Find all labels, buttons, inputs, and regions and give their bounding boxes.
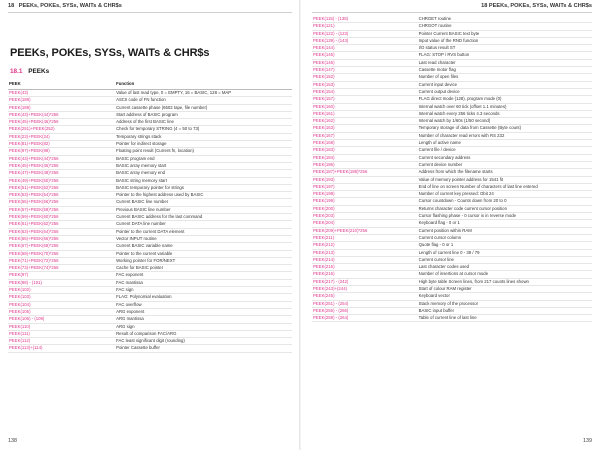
peek-address-cell: PEEK(146) xyxy=(312,59,418,66)
function-description-cell: Returns character code current cursor position xyxy=(418,205,592,212)
peek-address-cell: PEEK(55)+PEEK(56)*256 xyxy=(8,199,115,206)
table-row xyxy=(312,205,592,212)
table-row xyxy=(8,155,292,162)
table-row xyxy=(8,148,292,155)
table-row xyxy=(8,111,292,118)
function-description-cell: Temporary storage of data from Cassette (Byte count) xyxy=(418,125,592,132)
function-description-cell: Address from which the filename starts xyxy=(418,169,592,176)
function-description-cell: ASCII code of FN function xyxy=(115,97,292,104)
table-row xyxy=(312,74,592,81)
function-description-cell: Current input device xyxy=(418,81,592,88)
running-head-title: PEEKs, POKEs, SYSs, WAITs & CHR$s xyxy=(18,3,122,9)
function-description-cell: Current device number xyxy=(418,161,592,168)
running-head-title: PEEKs, POKEs, SYSs, WAITs & CHR$s xyxy=(488,3,592,9)
table-row xyxy=(8,126,292,133)
table-row xyxy=(8,199,292,206)
function-description-cell: Current DATA line number xyxy=(115,221,292,228)
function-description-cell: Internal watch over 60 tick (offset 1.1 minutes) xyxy=(418,103,592,110)
peek-address-cell: PEEK(113)+(114) xyxy=(8,345,115,352)
page-number: 139 xyxy=(583,438,592,444)
peek-address-cell: PEEK(187)+PEEK(188)*256 xyxy=(312,169,418,176)
table-row xyxy=(312,191,592,198)
peek-address-cell: PEEK(251)+PEEK(252) xyxy=(8,126,115,133)
peek-address-cell: PEEK(51)+PEEK(52)*256 xyxy=(8,184,115,191)
function-description-cell: Number of current key pressed: Obit 24 xyxy=(418,191,592,198)
peek-address-cell: PEEK(121) xyxy=(312,23,418,30)
peek-address-cell: PEEK(211) xyxy=(312,234,418,241)
function-description-cell: Current BASIC variable name xyxy=(115,243,292,250)
function-description-cell: BASIC program end xyxy=(115,155,292,162)
peek-address-cell: PEEK(154) xyxy=(312,88,418,95)
table-row xyxy=(312,315,592,322)
peek-address-cell: PEEK(203) xyxy=(312,213,418,220)
table-row xyxy=(312,234,592,241)
table-row xyxy=(8,177,292,184)
function-description-cell: Pointer to the current variable xyxy=(115,250,292,257)
function-description-cell: Current cursor line xyxy=(418,256,592,263)
peek-address-cell: PEEK(215) xyxy=(312,264,418,271)
peek-table-left xyxy=(8,80,292,353)
peek-address-cell: PEEK(43)+PEEK(44)*256 xyxy=(8,155,115,162)
peek-address-cell: PEEK(189) xyxy=(8,104,115,111)
peek-address-cell: PEEK(47)+PEEK(48)*256 xyxy=(8,170,115,177)
peek-address-cell: PEEK(251) - (254) xyxy=(312,300,418,307)
table-row xyxy=(312,176,592,183)
peek-address-cell: PEEK(213) xyxy=(312,249,418,256)
table-row xyxy=(312,264,592,271)
peek-address-cell: PEEK(259) - (264) xyxy=(312,315,418,322)
table-row xyxy=(8,133,292,140)
function-description-cell: Previous BASIC line number xyxy=(115,206,292,213)
function-description-cell: FAC exponent xyxy=(115,272,292,279)
peek-address-cell: PEEK(163) xyxy=(312,125,418,132)
peek-address-cell: PEEK(110) xyxy=(8,323,115,330)
running-head-number: 18 xyxy=(481,3,488,9)
peek-address-cell: PEEK(104) xyxy=(8,301,115,308)
peek-address-cell: PEEK(23)+PEEK(24) xyxy=(8,133,115,140)
table-header-row xyxy=(8,80,292,90)
function-description-cell: Current BASIC line number xyxy=(115,199,292,206)
peek-address-cell: PEEK(63)+PEEK(64)*256 xyxy=(8,228,115,235)
table-row xyxy=(312,249,592,256)
function-description-cell: Number of insertions at cursor mode xyxy=(418,271,592,278)
peek-address-cell: PEEK(216) xyxy=(312,271,418,278)
function-description-cell: FAC sign xyxy=(115,287,292,294)
column-header-peek: PEEK xyxy=(8,80,115,90)
peek-address-cell: PEEK(106) - (109) xyxy=(8,316,115,323)
table-row xyxy=(8,265,292,272)
table-row xyxy=(8,301,292,308)
table-row xyxy=(8,345,292,352)
table-row xyxy=(8,294,292,301)
peek-address-cell: PEEK(168) xyxy=(312,140,418,147)
peek-address-cell: PEEK(43) xyxy=(8,90,115,97)
table-row xyxy=(312,118,592,125)
table-row xyxy=(8,119,292,126)
function-description-cell: Pointer to the current DATA element xyxy=(115,228,292,235)
table-row xyxy=(8,279,292,286)
peek-address-cell: PEEK(197) xyxy=(312,183,418,190)
table-row xyxy=(8,323,292,330)
function-description-cell: Start of colour RAM register xyxy=(418,285,592,292)
table-row xyxy=(312,132,592,139)
peek-address-cell: PEEK(200) xyxy=(312,205,418,212)
table-row xyxy=(312,271,592,278)
function-description-cell: Working pointer for FOR/NEXT xyxy=(115,257,292,264)
peek-address-cell: PEEK(188) xyxy=(8,97,115,104)
peek-address-cell: PEEK(122) - (123) xyxy=(312,30,418,37)
function-description-cell: Cursor flashing phase - 0 cursor is in reverse mode xyxy=(418,213,592,220)
table-row xyxy=(8,316,292,323)
function-description-cell: Current file / device xyxy=(418,147,592,154)
table-row xyxy=(8,141,292,148)
table-row xyxy=(8,214,292,221)
function-description-cell: Internal watch every 256 ticks 4.3 seconds xyxy=(418,110,592,117)
function-description-cell: Internal watch by 1/60s (1/50 second) xyxy=(418,118,592,125)
peek-address-cell: PEEK(111) xyxy=(8,330,115,337)
table-row xyxy=(8,221,292,228)
peek-address-cell: PEEK(204) xyxy=(312,220,418,227)
table-row xyxy=(8,184,292,191)
function-description-cell: Stack memory of the processor xyxy=(418,300,592,307)
table-row xyxy=(8,330,292,337)
peek-address-cell: PEEK(214) xyxy=(312,256,418,263)
peek-address-cell: PEEK(184) xyxy=(312,154,418,161)
table-row xyxy=(312,300,592,307)
function-description-cell: Pointer for indirect storage xyxy=(115,141,292,148)
table-row xyxy=(312,81,592,88)
table-row xyxy=(312,88,592,95)
function-description-cell: Pointer to the highest address used by BASIC xyxy=(115,192,292,199)
table-row xyxy=(312,278,592,285)
peek-address-cell: PEEK(161) xyxy=(312,110,418,117)
table-row xyxy=(8,243,292,250)
function-description-cell: Temporary strings stack xyxy=(115,133,292,140)
peek-address-cell: PEEK(115) - (138) xyxy=(312,16,418,23)
peek-address-cell: PEEK(162) xyxy=(312,118,418,125)
peek-address-cell: PEEK(45)+PEEK(46)*256 xyxy=(8,119,115,126)
table-row xyxy=(8,97,292,104)
peek-address-cell: PEEK(199) xyxy=(312,198,418,205)
function-description-cell: BASIC input buffer xyxy=(418,307,592,314)
peek-address-cell: PEEK(73)+PEEK(74)*256 xyxy=(8,265,115,272)
function-description-cell: Pointer Cassette buffer xyxy=(115,345,292,352)
peek-address-cell: PEEK(45)+PEEK(46)*256 xyxy=(8,162,115,169)
function-description-cell: High byte table Screen lines, from 217 counts lines shown xyxy=(418,278,592,285)
peek-address-cell: PEEK(97)+PEEK(98) xyxy=(8,148,115,155)
table-row xyxy=(312,307,592,314)
function-description-cell: Vector INPUT routine xyxy=(115,235,292,242)
table-row xyxy=(8,287,292,294)
table-row xyxy=(312,52,592,59)
table-row xyxy=(312,198,592,205)
peek-address-cell: PEEK(212) xyxy=(312,242,418,249)
peek-address-cell: PEEK(103) xyxy=(8,294,115,301)
peek-address-cell: PEEK(69)+PEEK(70)*256 xyxy=(8,250,115,257)
running-head-right xyxy=(312,0,592,13)
table-row xyxy=(8,338,292,345)
function-description-cell: FLAG: Polynomial evaluation xyxy=(115,294,292,301)
function-description-cell: Start address of BASIC program xyxy=(115,111,292,118)
function-description-cell: FAC overflow xyxy=(115,301,292,308)
peek-address-cell: PEEK(167) xyxy=(312,132,418,139)
function-description-cell: ARG sign xyxy=(115,323,292,330)
function-description-cell: Pointer Current BASIC text byte xyxy=(418,30,592,37)
peek-address-cell: PEEK(53)+PEEK(54)*256 xyxy=(8,192,115,199)
peek-address-cell: PEEK(102) xyxy=(8,287,115,294)
function-description-cell: Value of memory pointer address for 1541 fit xyxy=(418,176,592,183)
function-description-cell: Input value of the RND function xyxy=(418,37,592,44)
peek-address-cell: PEEK(49)+PEEK(50)*256 xyxy=(8,177,115,184)
peek-address-cell: PEEK(147) xyxy=(312,67,418,74)
function-description-cell: Number of character read errors with RS 232 xyxy=(418,132,592,139)
peek-address-cell: PEEK(157) xyxy=(312,96,418,103)
peek-address-cell: PEEK(217) - (242) xyxy=(312,278,418,285)
right-page xyxy=(300,0,600,450)
section-title: PEEKs xyxy=(28,68,50,75)
function-description-cell: Keyboard flag - 0 or 1 xyxy=(418,220,592,227)
table-row xyxy=(312,147,592,154)
table-row xyxy=(8,90,292,97)
table-row xyxy=(312,169,592,176)
peek-address-cell: PEEK(186) xyxy=(312,161,418,168)
peek-address-cell: PEEK(65)+PEEK(66)*256 xyxy=(8,235,115,242)
peek-address-cell: PEEK(43)+PEEK(44)*256 xyxy=(8,111,115,118)
table-row xyxy=(312,227,592,234)
section-heading xyxy=(10,66,292,78)
table-row xyxy=(312,103,592,110)
table-row xyxy=(312,30,592,37)
function-description-cell: Current secondary address xyxy=(418,154,592,161)
function-description-cell: CHRGET routine xyxy=(418,16,592,23)
function-description-cell: Result of comparison FAC/ARG xyxy=(115,330,292,337)
table-row xyxy=(312,285,592,292)
function-description-cell: Floating point result (Current fn, location) xyxy=(115,148,292,155)
table-row xyxy=(312,220,592,227)
table-row xyxy=(312,23,592,30)
table-row xyxy=(8,272,292,279)
table-row xyxy=(312,242,592,249)
function-description-cell: Length of current line 0 - 39 / 79 xyxy=(418,249,592,256)
function-description-cell: ARG mantissa xyxy=(115,316,292,323)
running-head-number: 18 xyxy=(8,3,15,9)
function-description-cell: Current output device xyxy=(418,88,592,95)
table-row xyxy=(8,104,292,111)
function-description-cell: FLAG direct mode (128), program mode (0) xyxy=(418,96,592,103)
table-row xyxy=(312,256,592,263)
peek-table-right xyxy=(312,16,592,322)
function-description-cell: BASIC array memory start xyxy=(115,162,292,169)
peek-address-cell: PEEK(152) xyxy=(312,74,418,81)
function-description-cell: Current cassette phase (6502 tape, file number) xyxy=(115,104,292,111)
table-row xyxy=(8,235,292,242)
function-description-cell: BASIC temporary pointer for strings xyxy=(115,184,292,191)
table-row xyxy=(8,257,292,264)
function-description-cell: End of line on screen Number of characters of last line entered xyxy=(418,183,592,190)
table-row xyxy=(312,213,592,220)
table-row xyxy=(312,161,592,168)
function-description-cell: Last read character xyxy=(418,59,592,66)
peek-address-cell: PEEK(81)+PEEK(82) xyxy=(8,141,115,148)
function-description-cell: FAC mantissa xyxy=(115,279,292,286)
peek-address-cell: PEEK(198) xyxy=(312,191,418,198)
function-description-cell: Address of the first BASIC line xyxy=(115,119,292,126)
function-description-cell: Current BASIC address for the last command xyxy=(115,214,292,221)
section-number: 18.1 xyxy=(10,68,23,75)
peek-address-cell: PEEK(243)+(244) xyxy=(312,285,418,292)
function-description-cell: Check for temporary STRING (4 = 50 to 73) xyxy=(115,126,292,133)
peek-address-cell: PEEK(59)+PEEK(60)*256 xyxy=(8,214,115,221)
peek-address-cell: PEEK(153) xyxy=(312,81,418,88)
peek-address-cell: PEEK(105) xyxy=(8,308,115,315)
table-row xyxy=(8,192,292,199)
peek-address-cell: PEEK(112) xyxy=(8,338,115,345)
function-description-cell: I/O status result ST xyxy=(418,45,592,52)
table-row xyxy=(312,140,592,147)
table-row xyxy=(8,162,292,169)
function-description-cell: FAC least significant digit (rounding) xyxy=(115,338,292,345)
peek-address-cell: PEEK(98) - (101) xyxy=(8,279,115,286)
peek-address-cell: PEEK(245) xyxy=(312,293,418,300)
table-row xyxy=(8,228,292,235)
table-row xyxy=(312,125,592,132)
peek-address-cell: PEEK(57)+PEEK(58)*256 xyxy=(8,206,115,213)
table-row xyxy=(312,183,592,190)
function-description-cell: Cache for BASIC pointer xyxy=(115,265,292,272)
function-description-cell: Value of last read type, 0 = EMPTY, 16 = BASIC, 128 = MAP xyxy=(115,90,292,97)
table-row xyxy=(312,59,592,66)
peek-address-cell: PEEK(61)+PEEK(62)*256 xyxy=(8,221,115,228)
table-row xyxy=(312,110,592,117)
function-description-cell: CHRGOT routine xyxy=(418,23,592,30)
column-header-function: Function xyxy=(115,80,292,90)
function-description-cell: Current position within RAM xyxy=(418,227,592,234)
table-row xyxy=(312,37,592,44)
function-description-cell: BASIC array memory end xyxy=(115,170,292,177)
peek-address-cell: PEEK(145) xyxy=(312,52,418,59)
peek-address-cell: PEEK(67)+PEEK(68)*256 xyxy=(8,243,115,250)
table-row xyxy=(312,293,592,300)
table-row xyxy=(8,250,292,257)
function-description-cell: Current cursor column xyxy=(418,234,592,241)
function-description-cell: Length of active name xyxy=(418,140,592,147)
peek-address-cell: PEEK(183) xyxy=(312,147,418,154)
peek-address-cell: PEEK(255) - (266) xyxy=(312,307,418,314)
table-row xyxy=(312,96,592,103)
function-description-cell: Quote flag - 0 or 1 xyxy=(418,242,592,249)
table-row xyxy=(8,170,292,177)
peek-address-cell: PEEK(71)+PEEK(72)*256 xyxy=(8,257,115,264)
table-row xyxy=(8,308,292,315)
function-description-cell: Last character codes used xyxy=(418,264,592,271)
table-row xyxy=(312,67,592,74)
function-description-cell: Table of current line of last line xyxy=(418,315,592,322)
table-row xyxy=(312,154,592,161)
function-description-cell: Keyboard vector xyxy=(418,293,592,300)
table-row xyxy=(8,206,292,213)
running-head-left xyxy=(8,0,292,13)
function-description-cell: Cassette motor flag xyxy=(418,67,592,74)
peek-address-cell: PEEK(144) xyxy=(312,45,418,52)
peek-address-cell: PEEK(209)+PEEK(210)*256 xyxy=(312,227,418,234)
table-row xyxy=(312,45,592,52)
function-description-cell: Number of open files xyxy=(418,74,592,81)
function-description-cell: FLAG: STOP / RVS button xyxy=(418,52,592,59)
peek-address-cell: PEEK(193) xyxy=(312,176,418,183)
peek-address-cell: PEEK(97) xyxy=(8,272,115,279)
function-description-cell: ARG exponent xyxy=(115,308,292,315)
function-description-cell: BASIC string memory start xyxy=(115,177,292,184)
peek-address-cell: PEEK(160) xyxy=(312,103,418,110)
function-description-cell: Cursor countdown - Counts down from 20 to 0 xyxy=(418,198,592,205)
chapter-title: PEEKs, POKEs, SYSs, WAITs & CHR$s xyxy=(10,47,210,59)
peek-address-cell: PEEK(139) - (143) xyxy=(312,37,418,44)
table-row xyxy=(312,16,592,23)
page-number: 138 xyxy=(8,438,17,444)
